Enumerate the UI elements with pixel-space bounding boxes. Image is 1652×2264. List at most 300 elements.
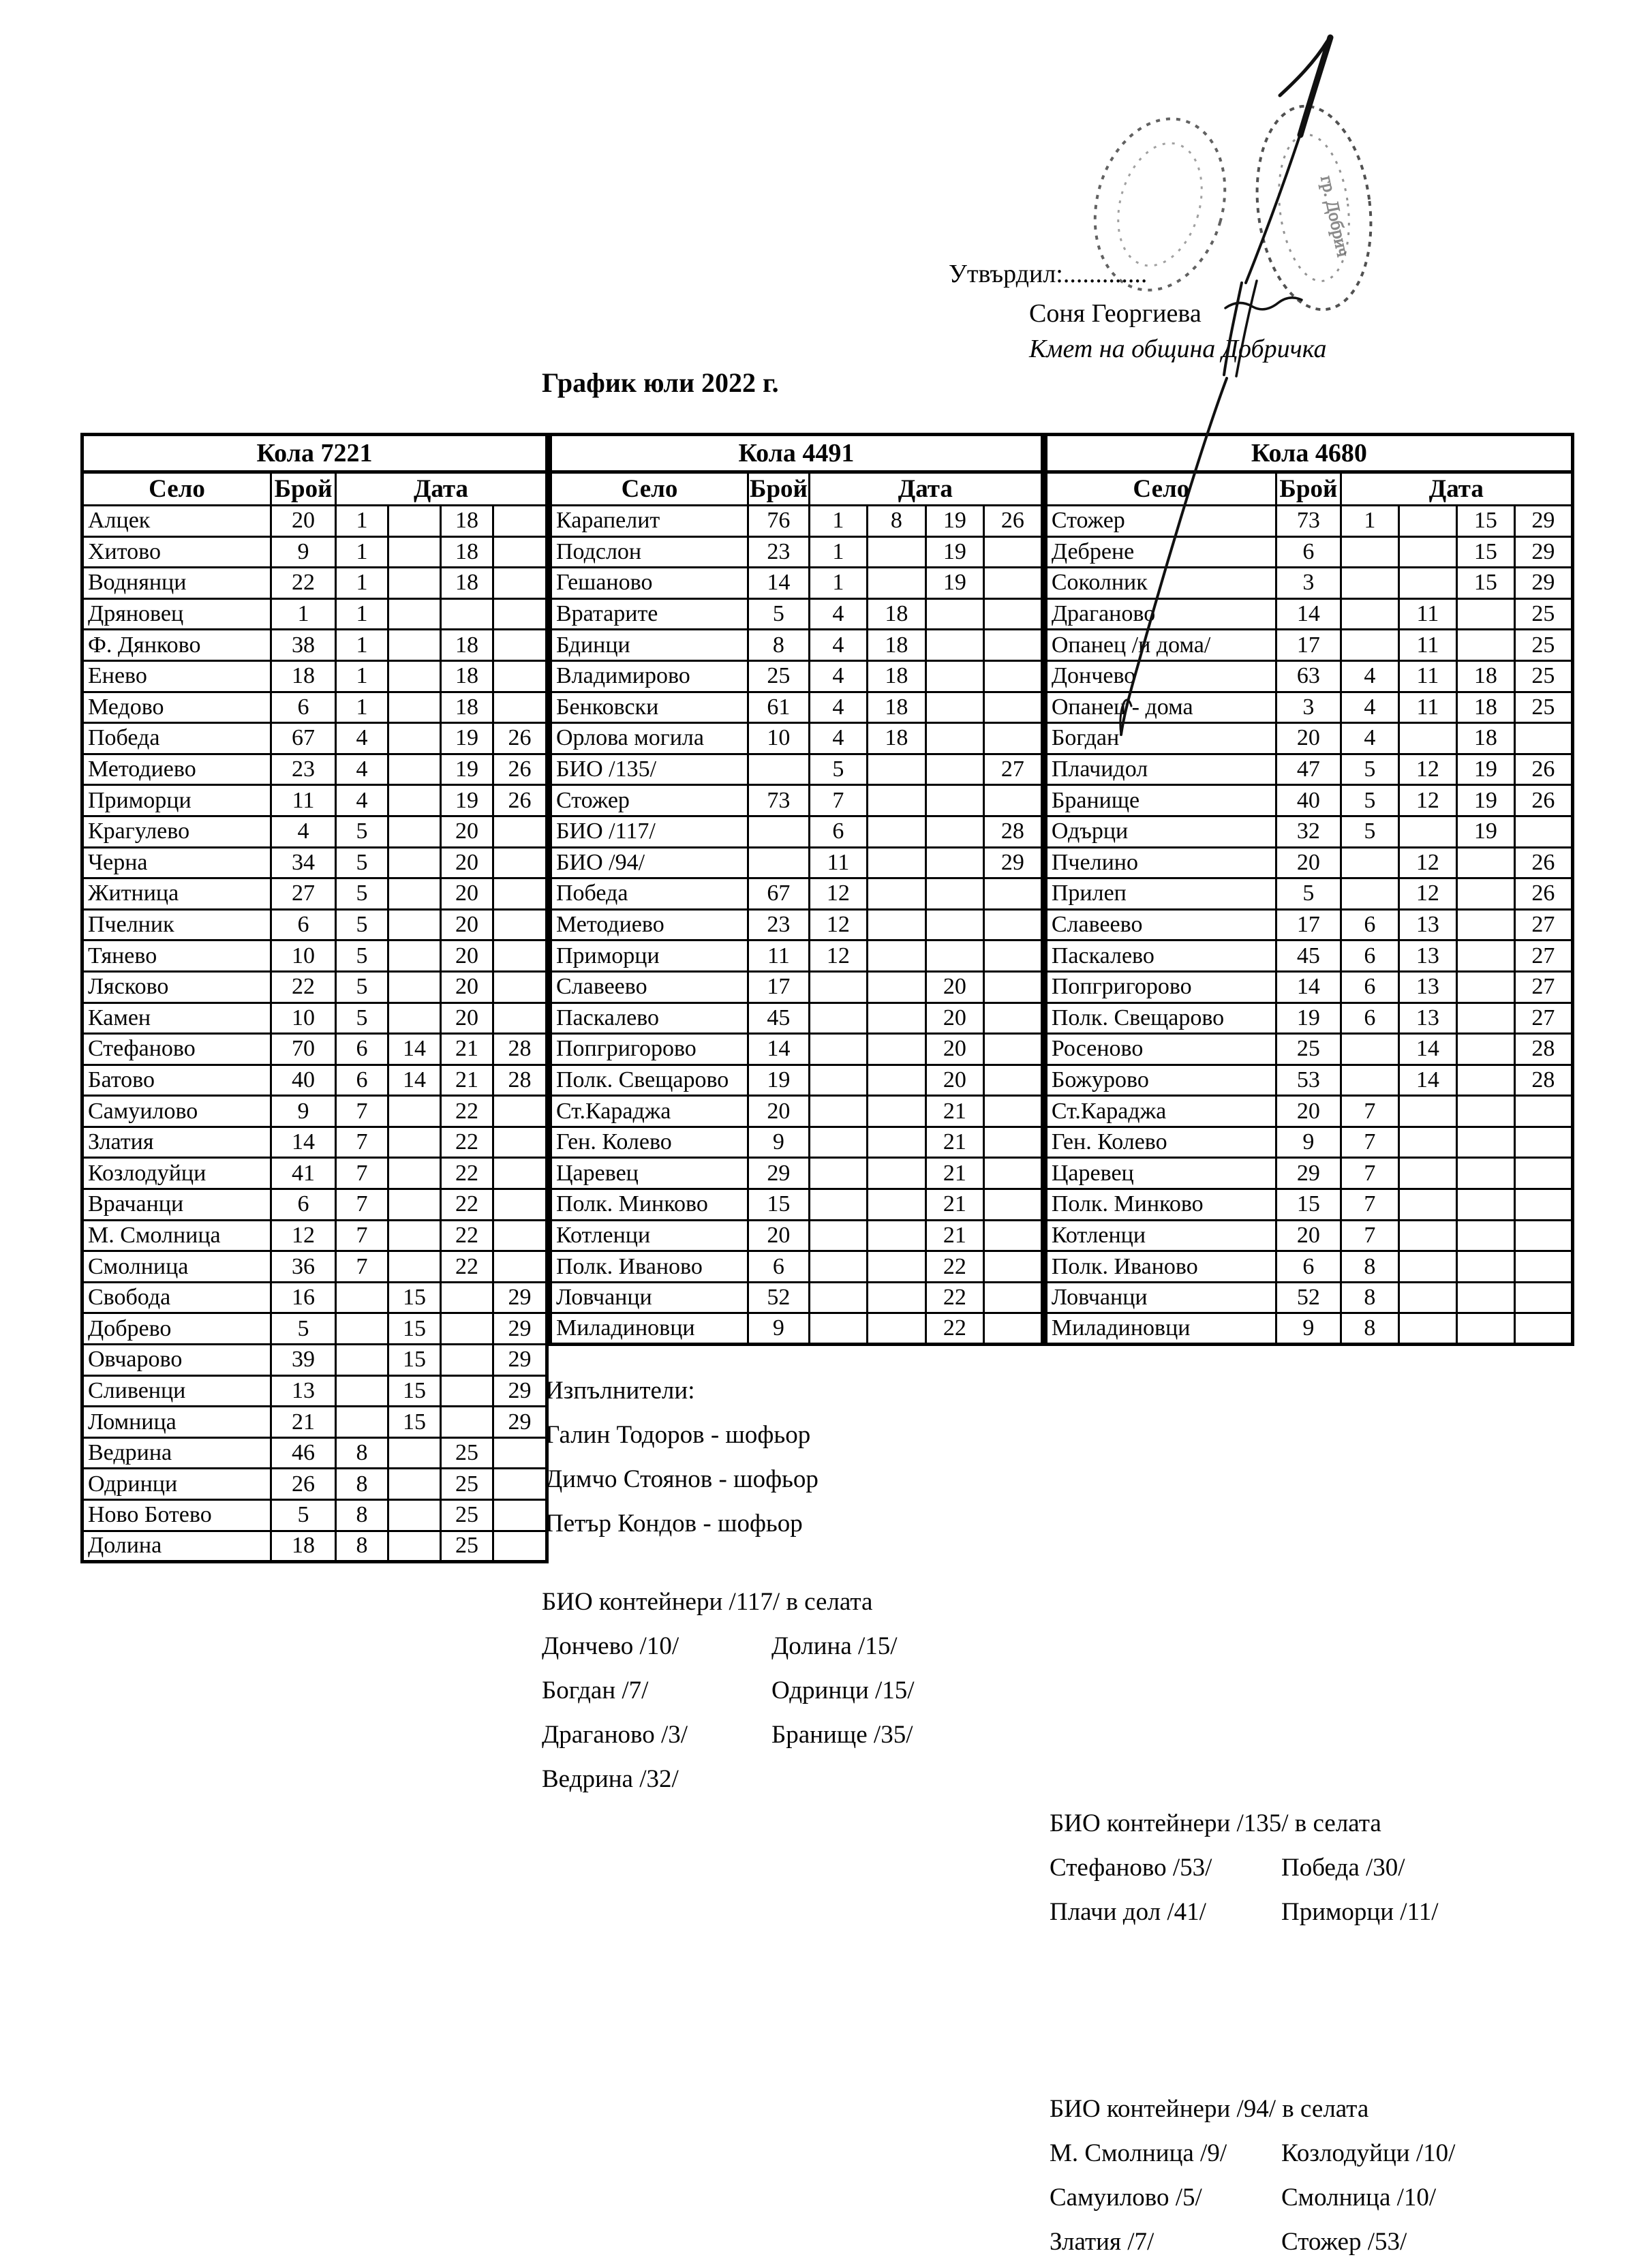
date-cell <box>926 940 983 972</box>
bio-list-column <box>771 1624 915 1757</box>
village-cell: Ф. Дянково <box>82 630 271 661</box>
table-row <box>1045 723 1572 754</box>
page-title: График юли 2022 г. <box>542 367 779 398</box>
date-cell <box>926 878 983 910</box>
date-cell <box>809 1127 867 1158</box>
date-cell <box>1456 1189 1514 1221</box>
village-cell: Бдинци <box>551 630 748 661</box>
count-cell: 15 <box>1276 1189 1341 1221</box>
date-cell: 1 <box>336 692 388 723</box>
date-cell: 26 <box>983 506 1042 537</box>
count-cell: 53 <box>1276 1065 1341 1096</box>
date-cell: 12 <box>809 878 867 910</box>
date-cell <box>926 909 983 940</box>
table-row <box>82 1096 547 1127</box>
date-cell <box>493 536 547 568</box>
date-cell: 18 <box>1456 660 1514 692</box>
date-cell <box>1398 1251 1456 1283</box>
count-cell: 25 <box>748 660 810 692</box>
table-row <box>1045 506 1572 537</box>
village-cell: Полк. Свещарово <box>551 1065 748 1096</box>
date-cell: 29 <box>493 1313 547 1345</box>
date-cell <box>388 754 441 785</box>
count-cell: 6 <box>1276 536 1341 568</box>
date-cell: 18 <box>867 692 926 723</box>
table-row <box>551 1096 1043 1127</box>
village-cell: Методиево <box>82 754 271 785</box>
date-cell: 19 <box>1456 754 1514 785</box>
count-cell: 17 <box>748 971 810 1003</box>
village-cell: Сливенци <box>82 1375 271 1407</box>
count-cell: 14 <box>748 568 810 599</box>
date-cell: 18 <box>441 536 493 568</box>
date-cell: 15 <box>1456 536 1514 568</box>
date-cell: 4 <box>1341 723 1398 754</box>
village-cell: БИО /135/ <box>551 754 748 785</box>
date-cell: 27 <box>1514 909 1572 940</box>
village-cell: Методиево <box>551 909 748 940</box>
date-cell <box>388 1189 441 1221</box>
village-cell: Прилеп <box>1045 878 1276 910</box>
count-cell: 25 <box>1276 1034 1341 1065</box>
count-cell: 20 <box>1276 1220 1341 1251</box>
village-cell: Росеново <box>1045 1034 1276 1065</box>
count-cell: 6 <box>271 692 336 723</box>
count-cell: 26 <box>271 1469 336 1500</box>
village-cell: Пчелино <box>1045 847 1276 878</box>
date-cell: 26 <box>493 785 547 816</box>
column-header-date: Дата <box>336 472 547 506</box>
date-cell: 28 <box>1514 1034 1572 1065</box>
table-row <box>551 1189 1043 1221</box>
column-header-count: Брой <box>271 472 336 506</box>
date-cell <box>926 816 983 847</box>
date-cell: 5 <box>1341 816 1398 847</box>
date-cell <box>493 660 547 692</box>
count-cell: 52 <box>748 1282 810 1313</box>
date-cell <box>388 816 441 847</box>
bio-section-title: БИО контейнери /117/ в селата <box>542 1588 873 1616</box>
village-cell: Камен <box>82 1003 271 1034</box>
count-cell: 14 <box>748 1034 810 1065</box>
date-cell: 26 <box>1514 785 1572 816</box>
date-cell <box>983 909 1042 940</box>
date-cell <box>1341 878 1398 910</box>
date-cell <box>388 598 441 630</box>
list-item: Димчо Стоянов - шофьор <box>545 1465 819 1493</box>
date-cell: 4 <box>1341 692 1398 723</box>
date-cell <box>388 847 441 878</box>
village-cell: Ломница <box>82 1407 271 1438</box>
date-cell: 18 <box>867 723 926 754</box>
village-cell: Ген. Колево <box>551 1127 748 1158</box>
table-row <box>551 785 1043 816</box>
count-cell: 76 <box>748 506 810 537</box>
date-cell <box>388 785 441 816</box>
table-row <box>551 568 1043 599</box>
village-cell: Полк. Иваново <box>551 1251 748 1283</box>
date-cell: 4 <box>809 723 867 754</box>
date-cell <box>493 1189 547 1221</box>
count-cell: 13 <box>271 1375 336 1407</box>
count-cell: 73 <box>1276 506 1341 537</box>
table-row <box>82 1158 547 1189</box>
date-cell <box>926 785 983 816</box>
table-row <box>1045 816 1572 847</box>
date-cell <box>388 1127 441 1158</box>
bio-section-94 <box>1050 2087 1652 2264</box>
count-cell: 39 <box>271 1345 336 1376</box>
date-cell: 4 <box>336 785 388 816</box>
count-cell: 40 <box>271 1065 336 1096</box>
bio-list-column <box>542 1624 1652 1801</box>
table-title: Кола 7221 <box>82 435 547 472</box>
count-cell: 15 <box>748 1189 810 1221</box>
date-cell: 7 <box>1341 1189 1398 1221</box>
table-row <box>82 940 547 972</box>
date-cell: 8 <box>1341 1282 1398 1313</box>
date-cell <box>1514 1220 1572 1251</box>
date-cell: 15 <box>388 1375 441 1407</box>
date-cell: 8 <box>1341 1251 1398 1283</box>
date-cell <box>926 660 983 692</box>
village-cell: Полк. Минково <box>551 1189 748 1221</box>
village-cell: Одринци <box>82 1469 271 1500</box>
date-cell: 29 <box>493 1407 547 1438</box>
date-cell: 7 <box>336 1096 388 1127</box>
count-cell: 21 <box>271 1407 336 1438</box>
date-cell <box>493 847 547 878</box>
date-cell <box>336 1407 388 1438</box>
table-row <box>551 1251 1043 1283</box>
executors-section <box>545 1368 819 1546</box>
village-cell: Полк. Минково <box>1045 1189 1276 1221</box>
count-cell: 9 <box>271 536 336 568</box>
approver-title: Кмет на община Добричка <box>1029 335 1327 363</box>
schedule-tables <box>80 433 1574 1563</box>
table-row <box>551 723 1043 754</box>
table-title-row <box>551 435 1043 472</box>
table-row <box>1045 1313 1572 1345</box>
date-cell: 8 <box>336 1437 388 1469</box>
date-cell: 18 <box>441 568 493 599</box>
village-cell: Соколник <box>1045 568 1276 599</box>
date-cell <box>493 940 547 972</box>
date-cell <box>867 971 926 1003</box>
table-row <box>1045 1251 1572 1283</box>
count-cell: 20 <box>271 506 336 537</box>
date-cell: 1 <box>336 660 388 692</box>
date-cell: 1 <box>336 630 388 661</box>
table-row <box>82 1282 547 1313</box>
village-cell: Одърци <box>1045 816 1276 847</box>
date-cell <box>983 1282 1042 1313</box>
table-row <box>1045 660 1572 692</box>
count-cell: 14 <box>271 1127 336 1158</box>
date-cell <box>1514 816 1572 847</box>
date-cell <box>809 1282 867 1313</box>
date-cell: 5 <box>336 971 388 1003</box>
date-cell: 19 <box>926 536 983 568</box>
date-cell <box>1514 1189 1572 1221</box>
date-cell: 6 <box>1341 1003 1398 1034</box>
date-cell: 29 <box>1514 568 1572 599</box>
list-item: Победа /30/ <box>1281 1854 1405 1882</box>
count-cell: 61 <box>748 692 810 723</box>
date-cell: 11 <box>1398 660 1456 692</box>
village-cell: Черна <box>82 847 271 878</box>
table-row <box>551 598 1043 630</box>
table-row <box>1045 878 1572 910</box>
date-cell <box>867 1313 926 1345</box>
approver-name: Соня Георгиева <box>1029 299 1202 328</box>
table-row <box>551 660 1043 692</box>
date-cell: 8 <box>1341 1313 1398 1345</box>
village-cell: Бенковски <box>551 692 748 723</box>
date-cell: 8 <box>336 1469 388 1500</box>
date-cell <box>867 1251 926 1283</box>
date-cell <box>1514 1096 1572 1127</box>
village-cell: Житница <box>82 878 271 910</box>
table-row <box>551 630 1043 661</box>
date-cell: 1 <box>809 506 867 537</box>
date-cell <box>1341 1034 1398 1065</box>
count-cell: 10 <box>271 940 336 972</box>
village-cell: Божурово <box>1045 1065 1276 1096</box>
date-cell: 18 <box>441 630 493 661</box>
date-cell: 25 <box>441 1469 493 1500</box>
date-cell <box>1398 536 1456 568</box>
date-cell <box>493 1096 547 1127</box>
bio-section-title: БИО контейнери /135/ в селата <box>1050 1809 1381 1837</box>
village-cell: Паскалево <box>551 1003 748 1034</box>
date-cell: 25 <box>1514 630 1572 661</box>
table-row <box>551 692 1043 723</box>
table-row <box>82 1531 547 1562</box>
date-cell <box>1456 1034 1514 1065</box>
count-cell: 6 <box>271 1189 336 1221</box>
date-cell <box>1398 816 1456 847</box>
date-cell <box>1456 1313 1514 1345</box>
date-cell <box>1341 536 1398 568</box>
date-cell <box>388 909 441 940</box>
date-cell <box>388 878 441 910</box>
table-header-row <box>551 472 1043 506</box>
village-cell: Батово <box>82 1065 271 1096</box>
count-cell: 20 <box>1276 847 1341 878</box>
bio-section-135 <box>1050 1801 1652 1934</box>
village-cell: Полк. Свещарово <box>1045 1003 1276 1034</box>
date-cell <box>1398 1189 1456 1221</box>
count-cell: 4 <box>271 816 336 847</box>
village-cell: Драганово <box>1045 598 1276 630</box>
date-cell <box>493 1531 547 1562</box>
table-row <box>82 971 547 1003</box>
date-cell: 20 <box>926 1003 983 1034</box>
count-cell: 46 <box>271 1437 336 1469</box>
date-cell: 22 <box>926 1313 983 1345</box>
date-cell: 19 <box>441 785 493 816</box>
date-cell <box>1456 909 1514 940</box>
date-cell <box>493 1220 547 1251</box>
village-cell: Тянево <box>82 940 271 972</box>
date-cell: 21 <box>926 1127 983 1158</box>
date-cell <box>336 1313 388 1345</box>
date-cell <box>1398 1282 1456 1313</box>
table-row <box>1045 1282 1572 1313</box>
count-cell: 41 <box>271 1158 336 1189</box>
village-cell: Ведрина <box>82 1437 271 1469</box>
date-cell <box>1514 1251 1572 1283</box>
date-cell: 7 <box>809 785 867 816</box>
table-row <box>1045 692 1572 723</box>
village-cell: Енево <box>82 660 271 692</box>
date-cell: 12 <box>1398 785 1456 816</box>
count-cell: 9 <box>1276 1313 1341 1345</box>
date-cell <box>809 1158 867 1189</box>
date-cell: 12 <box>1398 754 1456 785</box>
date-cell <box>388 1003 441 1034</box>
date-cell <box>809 971 867 1003</box>
date-cell <box>388 1437 441 1469</box>
date-cell: 19 <box>441 754 493 785</box>
count-cell: 67 <box>271 723 336 754</box>
date-cell: 28 <box>493 1034 547 1065</box>
date-cell <box>336 1345 388 1376</box>
date-cell <box>983 598 1042 630</box>
village-cell: Овчарово <box>82 1345 271 1376</box>
village-cell: Дончево <box>1045 660 1276 692</box>
count-cell <box>748 847 810 878</box>
date-cell <box>983 692 1042 723</box>
date-cell <box>493 971 547 1003</box>
date-cell: 20 <box>441 940 493 972</box>
date-cell <box>336 1282 388 1313</box>
village-cell: Воднянци <box>82 568 271 599</box>
date-cell <box>867 909 926 940</box>
date-cell: 20 <box>441 909 493 940</box>
column-header-count: Брой <box>1276 472 1341 506</box>
date-cell <box>926 598 983 630</box>
count-cell: 6 <box>271 909 336 940</box>
date-cell: 7 <box>336 1158 388 1189</box>
date-cell: 5 <box>1341 754 1398 785</box>
count-cell: 23 <box>271 754 336 785</box>
date-cell <box>926 630 983 661</box>
date-cell: 11 <box>809 847 867 878</box>
date-cell: 7 <box>1341 1220 1398 1251</box>
date-cell <box>926 754 983 785</box>
village-cell: Котленци <box>551 1220 748 1251</box>
date-cell: 11 <box>1398 692 1456 723</box>
date-cell: 7 <box>336 1251 388 1283</box>
date-cell: 12 <box>1398 847 1456 878</box>
count-cell: 1 <box>271 598 336 630</box>
table-row <box>82 816 547 847</box>
village-cell: Победа <box>82 723 271 754</box>
count-cell: 9 <box>748 1127 810 1158</box>
table-row <box>82 1189 547 1221</box>
date-cell <box>1456 598 1514 630</box>
column-header-village: Село <box>1045 472 1276 506</box>
count-cell: 3 <box>1276 568 1341 599</box>
table-header-row <box>82 472 547 506</box>
date-cell: 14 <box>1398 1034 1456 1065</box>
date-cell <box>1514 1282 1572 1313</box>
column-header-date: Дата <box>1341 472 1572 506</box>
village-cell: Плачидол <box>1045 754 1276 785</box>
count-cell: 70 <box>271 1034 336 1065</box>
table-row <box>1045 785 1572 816</box>
date-cell: 7 <box>1341 1127 1398 1158</box>
date-cell <box>867 940 926 972</box>
table-row <box>82 1500 547 1531</box>
date-cell: 4 <box>336 723 388 754</box>
date-cell <box>1456 1096 1514 1127</box>
date-cell <box>867 1158 926 1189</box>
date-cell <box>493 1127 547 1158</box>
date-cell: 7 <box>1341 1096 1398 1127</box>
date-cell: 5 <box>336 909 388 940</box>
count-cell: 9 <box>1276 1127 1341 1158</box>
date-cell <box>983 660 1042 692</box>
table-row <box>1045 847 1572 878</box>
date-cell: 27 <box>983 754 1042 785</box>
village-cell: Ген. Колево <box>1045 1127 1276 1158</box>
table-row <box>82 754 547 785</box>
date-cell: 26 <box>493 723 547 754</box>
village-cell: Хитово <box>82 536 271 568</box>
date-cell <box>867 1282 926 1313</box>
table-row <box>82 692 547 723</box>
table-row <box>1045 1127 1572 1158</box>
count-cell: 40 <box>1276 785 1341 816</box>
table-row <box>551 1282 1043 1313</box>
village-cell: Царевец <box>1045 1158 1276 1189</box>
date-cell <box>983 536 1042 568</box>
date-cell: 27 <box>1514 940 1572 972</box>
table-row <box>551 1065 1043 1096</box>
date-cell: 22 <box>926 1282 983 1313</box>
date-cell <box>493 816 547 847</box>
date-cell: 15 <box>388 1313 441 1345</box>
date-cell: 29 <box>983 847 1042 878</box>
date-cell: 25 <box>1514 692 1572 723</box>
count-cell: 20 <box>748 1220 810 1251</box>
date-cell: 6 <box>1341 909 1398 940</box>
schedule-table-kola-4680 <box>1044 433 1574 1346</box>
date-cell: 21 <box>441 1034 493 1065</box>
date-cell <box>983 1251 1042 1283</box>
date-cell <box>1456 847 1514 878</box>
table-row <box>82 1313 547 1345</box>
date-cell <box>1398 1220 1456 1251</box>
table-row <box>82 878 547 910</box>
date-cell <box>1456 1158 1514 1189</box>
bio-list-column <box>1281 1846 1438 1934</box>
date-cell: 4 <box>1341 660 1398 692</box>
table-row <box>1045 1096 1572 1127</box>
list-item: М. Смолница /9/ <box>1050 2139 1227 2167</box>
date-cell: 20 <box>441 878 493 910</box>
date-cell <box>983 1003 1042 1034</box>
village-cell: БИО /94/ <box>551 847 748 878</box>
schedule-table-kola-7221 <box>80 433 549 1563</box>
village-cell: Стожер <box>1045 506 1276 537</box>
date-cell: 19 <box>926 568 983 599</box>
svg-text:гр. Добрич: гр. Добрич <box>1317 174 1353 259</box>
list-item: Козлодуйци /10/ <box>1281 2139 1456 2167</box>
